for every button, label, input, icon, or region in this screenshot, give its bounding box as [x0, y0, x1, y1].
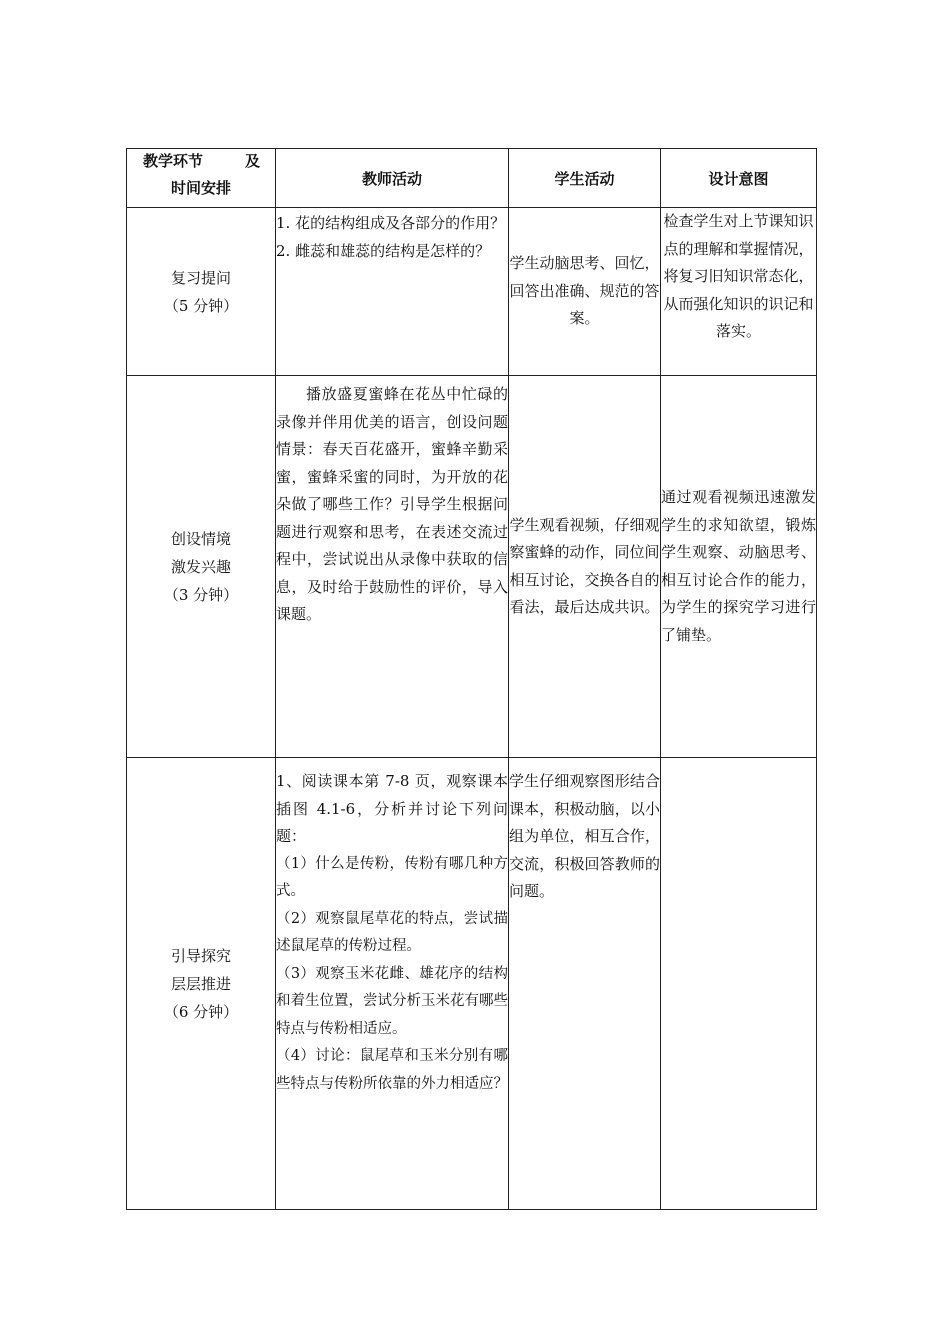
teacher-text: 2. 雌蕊和雄蕊的结构是怎样的？	[276, 241, 491, 260]
header-stage	[127, 149, 276, 208]
student-activity-cell	[509, 376, 661, 758]
student-activity-cell	[509, 758, 661, 1210]
stage-cell	[127, 376, 276, 758]
intent-text: 通过观看视频迅速激发学生的求知欲望，锻炼学生观察、动脑思考、相互讨论合作的能力，为学生的探究学习进行了铺垫。	[661, 488, 816, 644]
stage-name: 创设情境	[170, 529, 231, 548]
table-row	[127, 758, 817, 1210]
stage-cell	[127, 208, 276, 376]
stage-time: （6 分钟）	[163, 1002, 239, 1021]
header-row	[127, 149, 817, 208]
header-intent: 设计意图	[661, 149, 817, 208]
student-text: 学生观看视频，仔细观察蜜蜂的动作，同位间相互讨论，交换各自的看法，最后达成共识。	[509, 515, 660, 616]
teacher-activity-cell	[276, 376, 509, 758]
teacher-text: 1、阅读课本第 7-8 页，观察课本插图 4.1-6，分析并讨论下列问题：	[276, 772, 508, 845]
stage-name: 层层推进	[170, 974, 231, 993]
teacher-question: （4）讨论：鼠尾草和玉米分别有哪些特点与传粉所依靠的外力相适应？	[276, 1048, 508, 1092]
header-stage-part1: 教学环节	[143, 152, 204, 170]
intent-text: 检查学生对上节课知识点的理解和掌握情况，将复习旧知识常态化，从而强化知识的识记和落实。	[663, 212, 814, 340]
table-row	[127, 376, 817, 758]
stage-name: 引导探究	[170, 946, 231, 965]
teacher-activity-cell	[276, 758, 509, 1210]
design-intent-cell	[661, 376, 817, 758]
teacher-question: （1）什么是传粉，传粉有哪几种方式。	[276, 855, 508, 899]
design-intent-cell	[661, 208, 817, 376]
stage-time: （5 分钟）	[163, 296, 239, 315]
teacher-question: （2）观察鼠尾草花的特点，尝试描述鼠尾草的传粉过程。	[276, 910, 508, 954]
stage-name: 激发兴趣	[170, 557, 231, 576]
teacher-text: 1. 花的结构组成及各部分的作用？	[276, 214, 506, 232]
header-stage-part2: 及	[244, 152, 260, 170]
header-student: 学生活动	[509, 149, 661, 208]
student-activity-cell	[509, 208, 661, 376]
teacher-question: （3）观察玉米花雌、雄花序的结构和着生位置，尝试分析玉米花有哪些特点与传粉相适应。	[276, 965, 508, 1037]
teacher-activity-cell	[276, 208, 509, 376]
teacher-text: 播放盛夏蜜蜂在花丛中忙碌的录像并伴用优美的语言，创设问题情景：春天百花盛开，蜜蜂辛勤采蜜，蜜蜂采蜜的同时，为开放的花朵做了哪些工作？引导学生根据问题进行观察和思考，在表述交流过程中，尝试说出从录像中获取的信息，及时给于鼓励性的评价，导入课题。	[276, 385, 508, 623]
header-stage-part3: 时间安排	[170, 179, 231, 197]
stage-name: 复习提问	[170, 268, 231, 287]
header-teacher: 教师活动	[276, 149, 509, 208]
stage-time: （3 分钟）	[163, 585, 239, 604]
design-intent-cell	[661, 758, 817, 1210]
student-text: 学生仔细观察图形结合课本，积极动脑，以小组为单位，相互合作，交流，积极回答教师的问题。	[509, 772, 660, 900]
table-row	[127, 208, 817, 376]
lesson-plan-table	[126, 148, 817, 1210]
stage-cell	[127, 758, 276, 1210]
student-text: 学生动脑思考、回忆，回答出准确、规范的答案。	[509, 254, 660, 328]
